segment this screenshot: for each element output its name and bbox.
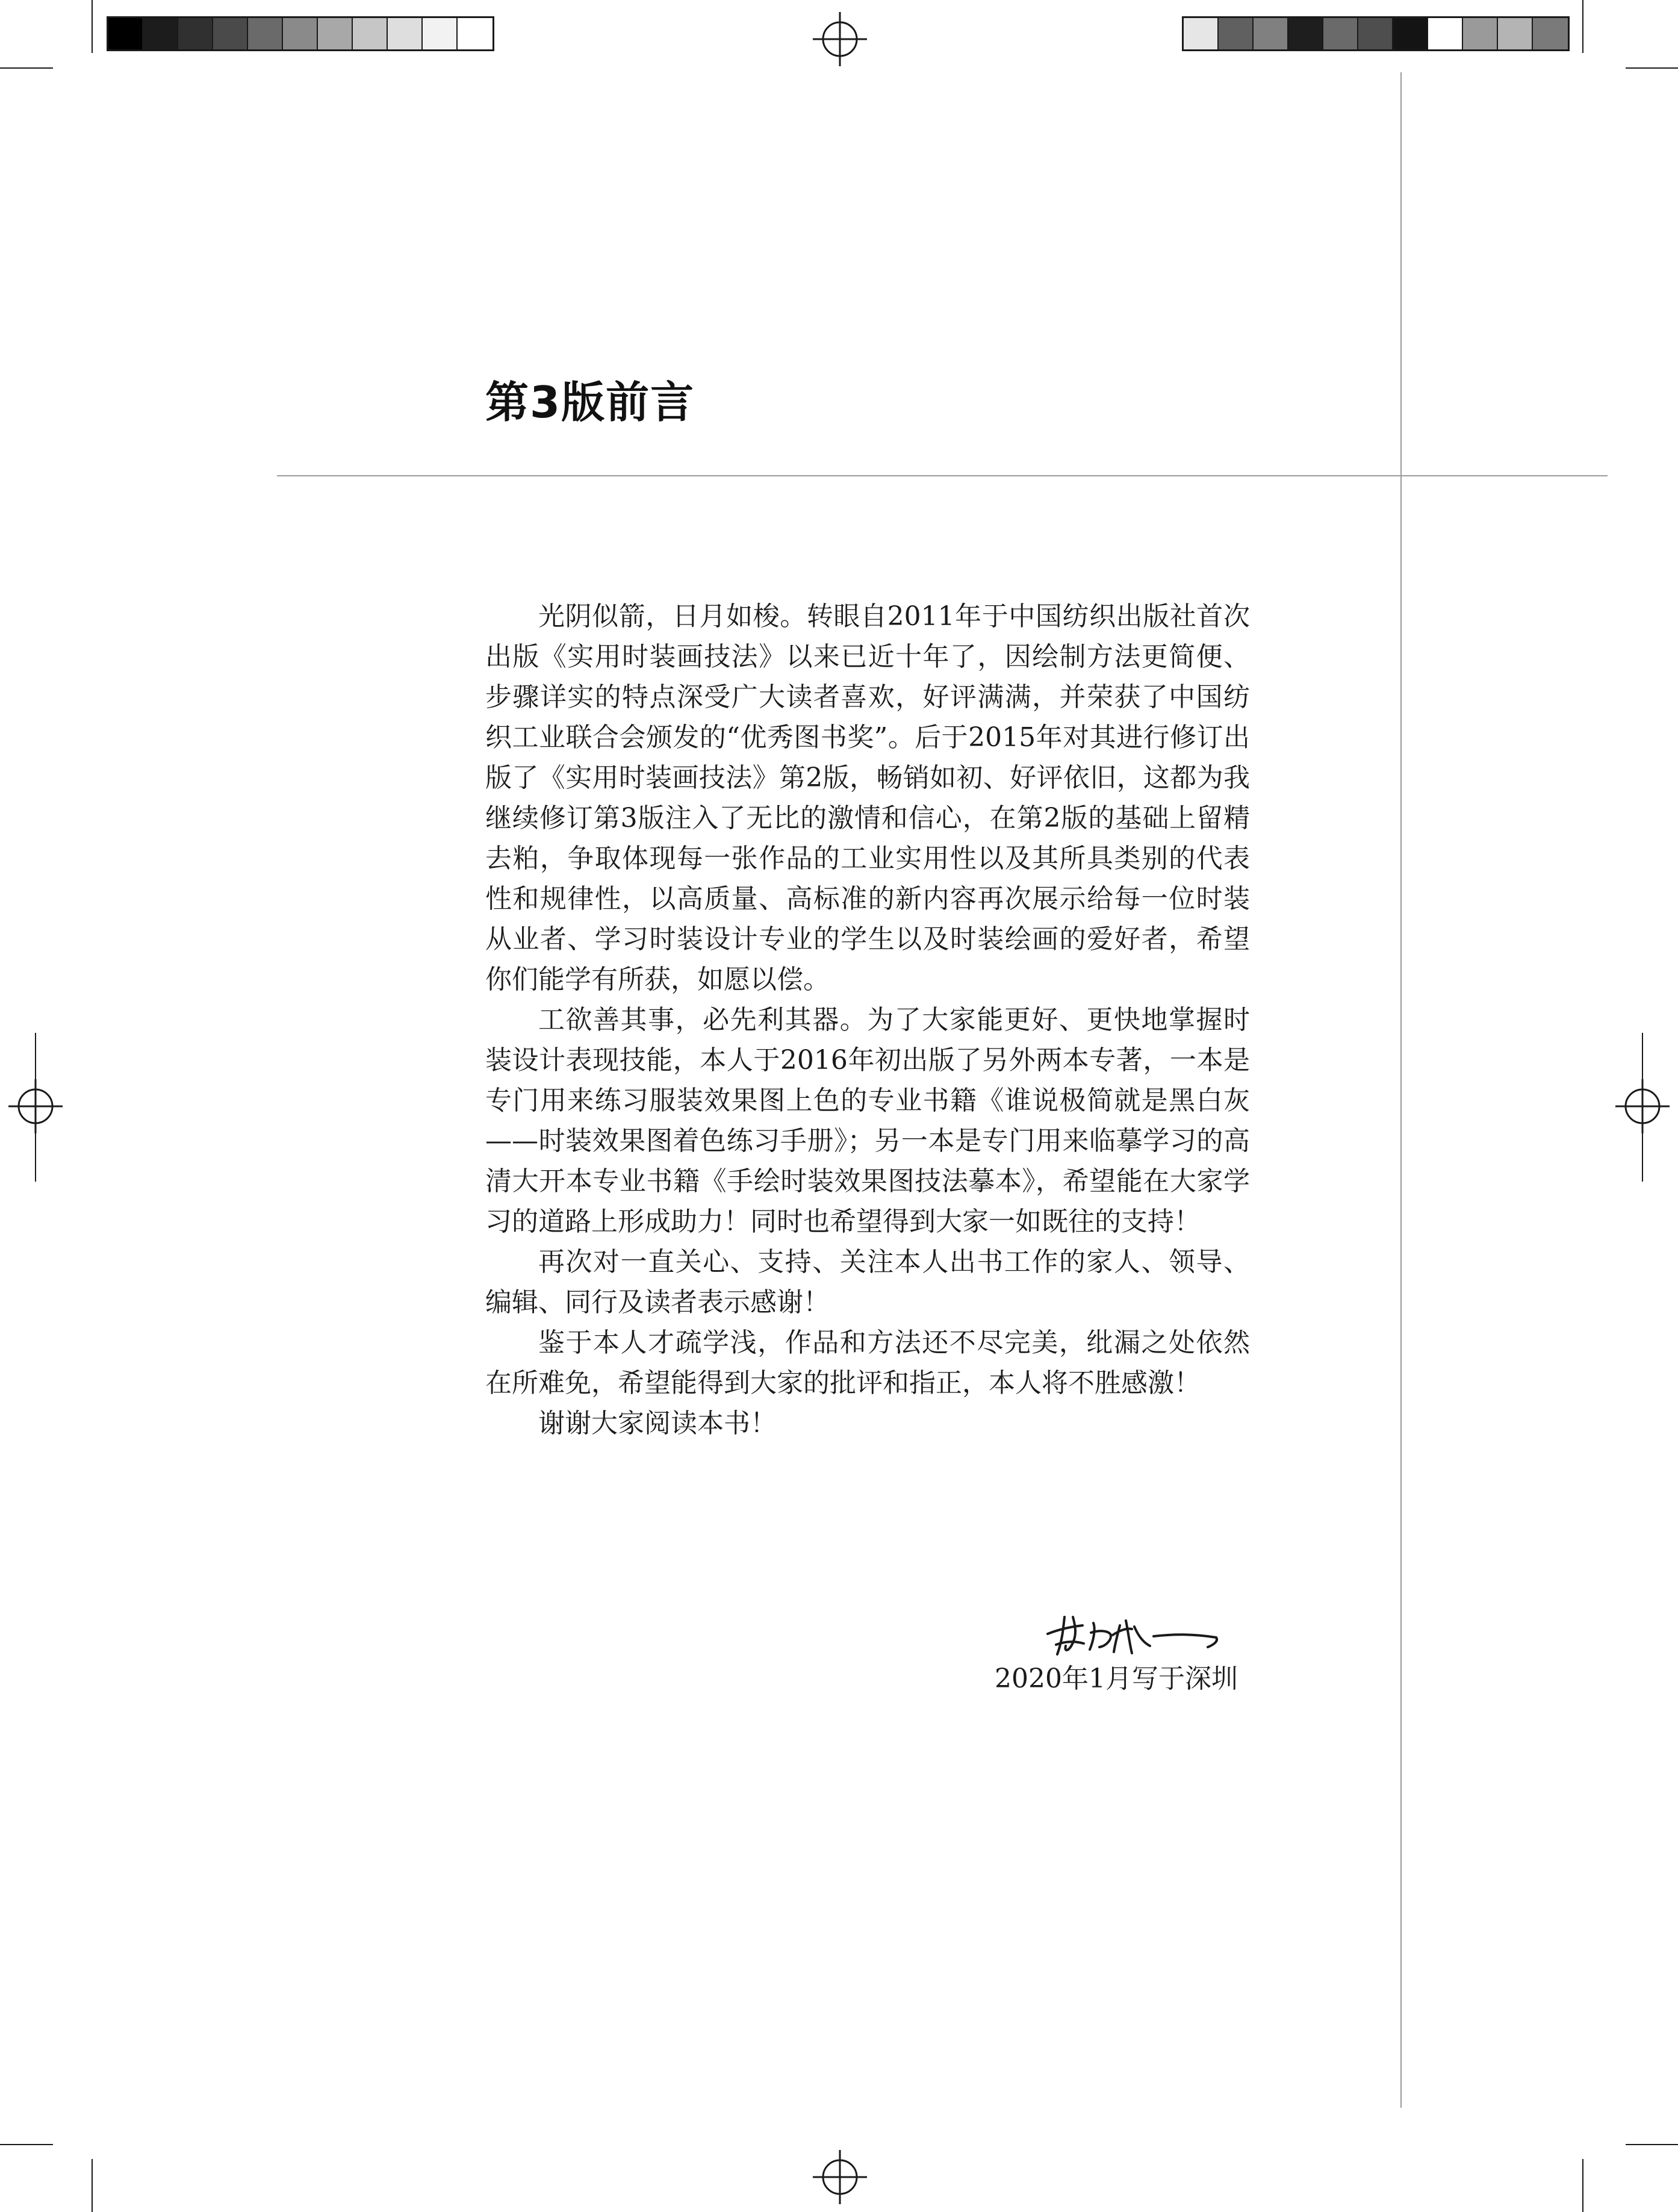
registration-mark-bottom [813,2150,867,2204]
color-swatch [1254,18,1288,49]
color-bar-left [107,16,494,51]
color-swatch [283,18,318,49]
color-swatch [458,18,493,49]
color-swatch [108,18,143,49]
registration-mark-right [1615,1079,1670,1133]
color-swatch [1463,18,1498,49]
color-swatch [388,18,423,49]
registration-mark-top [813,12,867,66]
color-swatch [318,18,353,49]
paragraph: 光阴似箭，日月如梭。转眼自2011年于中国纺织出版社首次出版《实用时装画技法》以来已近十年了，因绘制方法更简便、步骤详实的特点深受广大读者喜欢，好评满满，并荣获了中国纺织工业联合会颁发的“优秀图书奖”。后于2015年对其进行修订出版了《实用时装画技法》第2版，畅销如初、好评依旧，这都为我继续修订第3版注入了无比的激情和信心，在第2版的基础上留精去粕，争取体现每一张作品的工业实用性以及其所具类别的代表性和规律性，以高质量、高标准的新内容再次展示给每一位时装从业者、学习时装设计专业的学生以及时装绘画的爱好者，希望你们能学有所获，如愿以偿。 [485,601,1250,995]
crop-mark-bottom-left-vertical [92,2159,93,2212]
color-swatch [1498,18,1533,49]
crop-mark-top-right-horizontal [1626,67,1678,69]
color-swatch [423,18,458,49]
paragraph: 工欲善其事，必先利其器。为了大家能更好、更快地掌握时装设计表现技能，本人于2016年初出版了另外两本专著，一本是专门用来练习服装效果图上色的专业书籍《谁说极简就是黑白灰——时装效果图着色练习手册》；另一本是专门用来临摹学习的高清大开本专业书籍《手绘时装效果图技法摹本》，希望能在大家学习的道路上形成助力！同时也希望得到大家一如既往的支持！ [485,1005,1250,1237]
paragraph: 谢谢大家阅读本书！ [538,1408,777,1439]
color-swatch [1428,18,1463,49]
color-swatch [1219,18,1254,49]
color-swatch [143,18,178,49]
color-swatch [1533,18,1568,49]
color-swatch [1323,18,1358,49]
color-swatch [1393,18,1428,49]
preface-body [485,596,1250,1444]
registration-line-left-upper [35,1033,36,1081]
registration-line-right-upper [1642,1033,1643,1081]
color-bar-right [1182,16,1570,51]
color-swatch [353,18,388,49]
color-swatch [178,18,213,49]
page-title: 第3版前言 [485,377,695,428]
color-swatch [1288,18,1323,49]
paragraph: 再次对一直关心、支持、关注本人出书工作的家人、领导、编辑、同行及读者表示感谢！ [485,1247,1250,1318]
crop-mark-bottom-right-horizontal [1626,2144,1678,2145]
sign-date: 2020年1月写于深圳 [995,1663,1238,1694]
crop-mark-top-right-vertical [1582,0,1583,53]
paragraph: 鉴于本人才疏学浅，作品和方法还不尽完美，纰漏之处依然在所难免，希望能得到大家的批评和指正，本人将不胜感激！ [485,1327,1250,1398]
crop-mark-bottom-left-horizontal [0,2144,53,2145]
registration-line-left-lower [35,1133,36,1182]
color-swatch [213,18,248,49]
handwritten-signature-icon [1036,1599,1228,1665]
heading-rule [277,475,1608,476]
crop-mark-top-left-horizontal [0,67,53,69]
crop-mark-top-left-vertical [92,0,93,53]
crop-mark-bottom-right-vertical [1582,2159,1583,2212]
color-swatch [1184,18,1219,49]
color-swatch [1358,18,1393,49]
trim-line-right [1400,72,1402,2108]
registration-mark-left [8,1079,63,1133]
color-swatch [248,18,283,49]
registration-line-right-lower [1642,1133,1643,1182]
